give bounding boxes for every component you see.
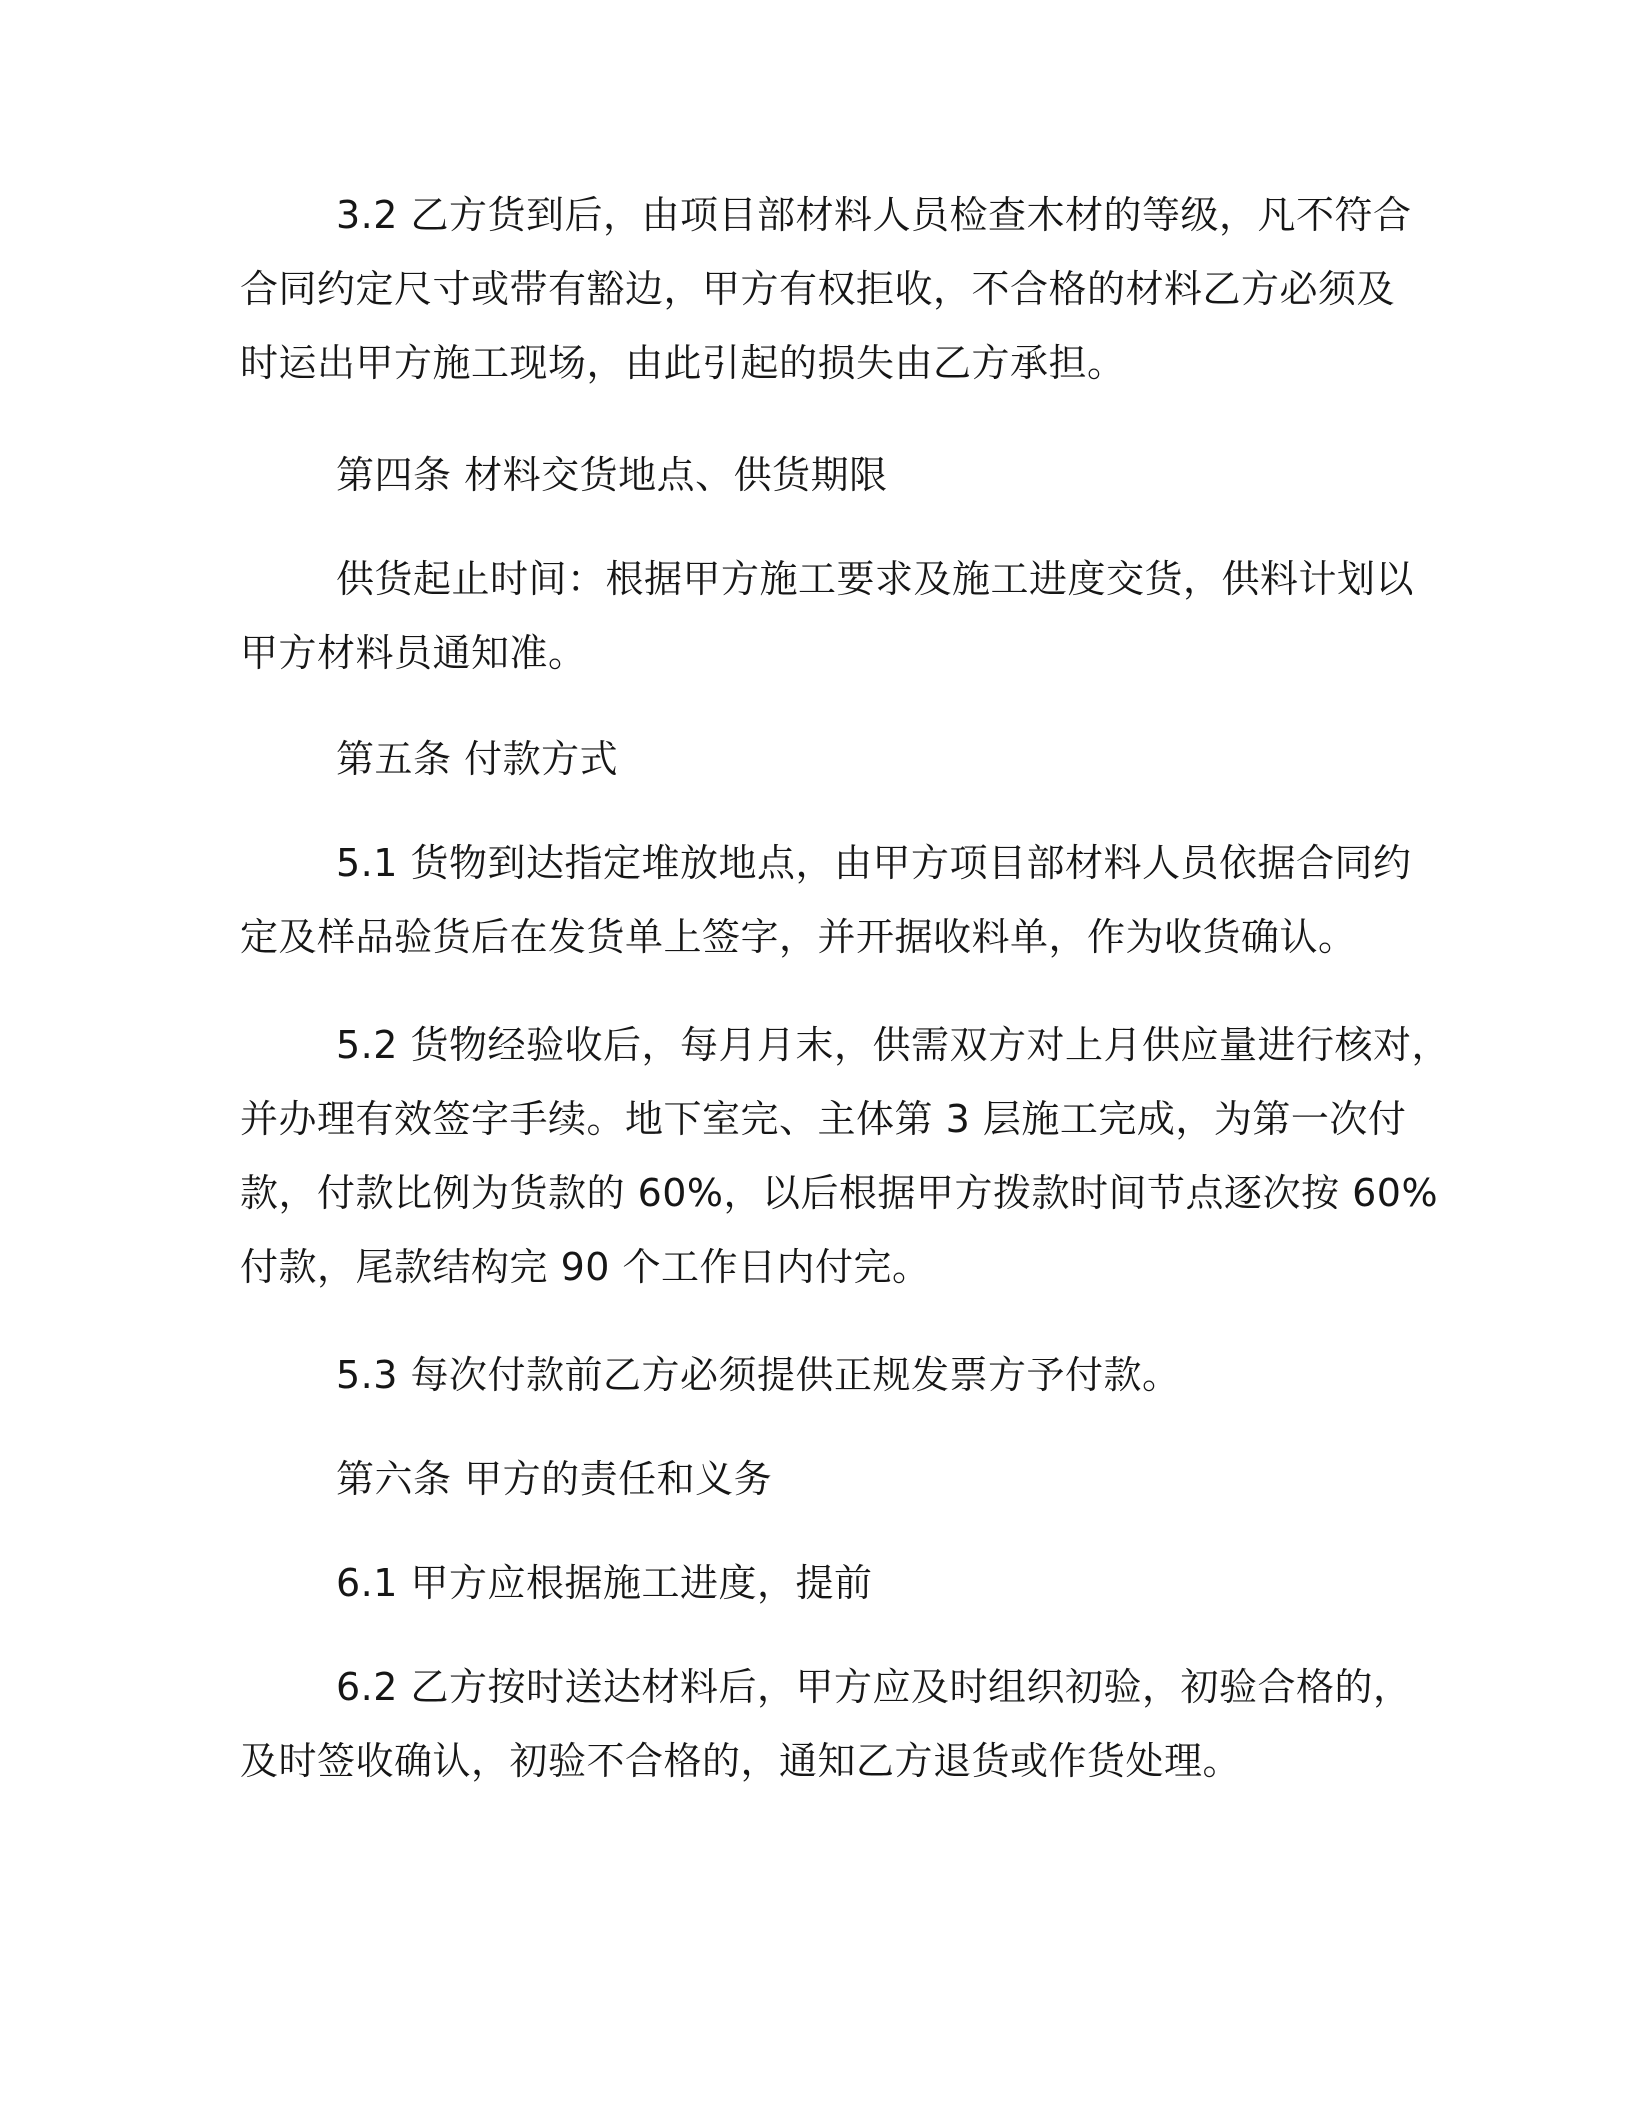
heading-line: 第五条 付款方式 [336, 737, 619, 781]
paragraph-line: 并办理有效签字手续。地下室完、主体第 3 层施工完成，为第一次付 [240, 1097, 1407, 1141]
paragraph-3-2 [240, 178, 1410, 400]
heading-line: 第四条 材料交货地点、供货期限 [336, 453, 888, 497]
heading-line: 第六条 甲方的责任和义务 [336, 1457, 773, 1501]
paragraph-line: 款，付款比例为货款的 60%，以后根据甲方拨款时间节点逐次按 60% [240, 1171, 1439, 1215]
paragraph-line: 6.2 乙方按时送达材料后，甲方应及时组织初验，初验合格的， [336, 1665, 1412, 1709]
paragraph-line: 时运出甲方施工现场，由此引起的损失由乙方承担。 [240, 341, 1126, 385]
paragraph-5-1 [240, 826, 1410, 974]
paragraph-supply-time [240, 542, 1415, 690]
paragraph-line: 6.1 甲方应根据施工进度，提前 [336, 1561, 873, 1605]
paragraph-line: 付款，尾款结构完 90 个工作日内付完。 [240, 1245, 931, 1289]
paragraph-6-2 [240, 1650, 1410, 1798]
article-4-heading [240, 438, 1410, 512]
article-5-heading [240, 722, 1410, 796]
paragraph-line: 及时签收确认，初验不合格的，通知乙方退货或作货处理。 [240, 1739, 1242, 1783]
paragraph-line: 3.2 乙方货到后，由项目部材料人员检查木材的等级，凡不符合 [336, 193, 1412, 237]
paragraph-line: 合同约定尺寸或带有豁边，甲方有权拒收，不合格的材料乙方必须及 [240, 267, 1396, 311]
paragraph-line: 5.3 每次付款前乙方必须提供正规发票方予付款。 [336, 1353, 1181, 1397]
paragraph-line: 5.2 货物经验收后，每月月末，供需双方对上月供应量进行核对， [336, 1023, 1451, 1067]
paragraph-6-1 [240, 1546, 1410, 1620]
paragraph-5-2 [240, 1008, 1451, 1304]
paragraph-line: 供货起止时间：根据甲方施工要求及施工进度交货，供料计划以 [336, 557, 1415, 601]
paragraph-line: 甲方材料员通知准。 [240, 631, 587, 675]
paragraph-line: 定及样品验货后在发货单上签字，并开据收料单，作为收货确认。 [240, 915, 1357, 959]
paragraph-5-3 [240, 1338, 1410, 1412]
paragraph-line: 5.1 货物到达指定堆放地点，由甲方项目部材料人员依据合同约 [336, 841, 1412, 885]
article-6-heading [240, 1442, 1410, 1516]
